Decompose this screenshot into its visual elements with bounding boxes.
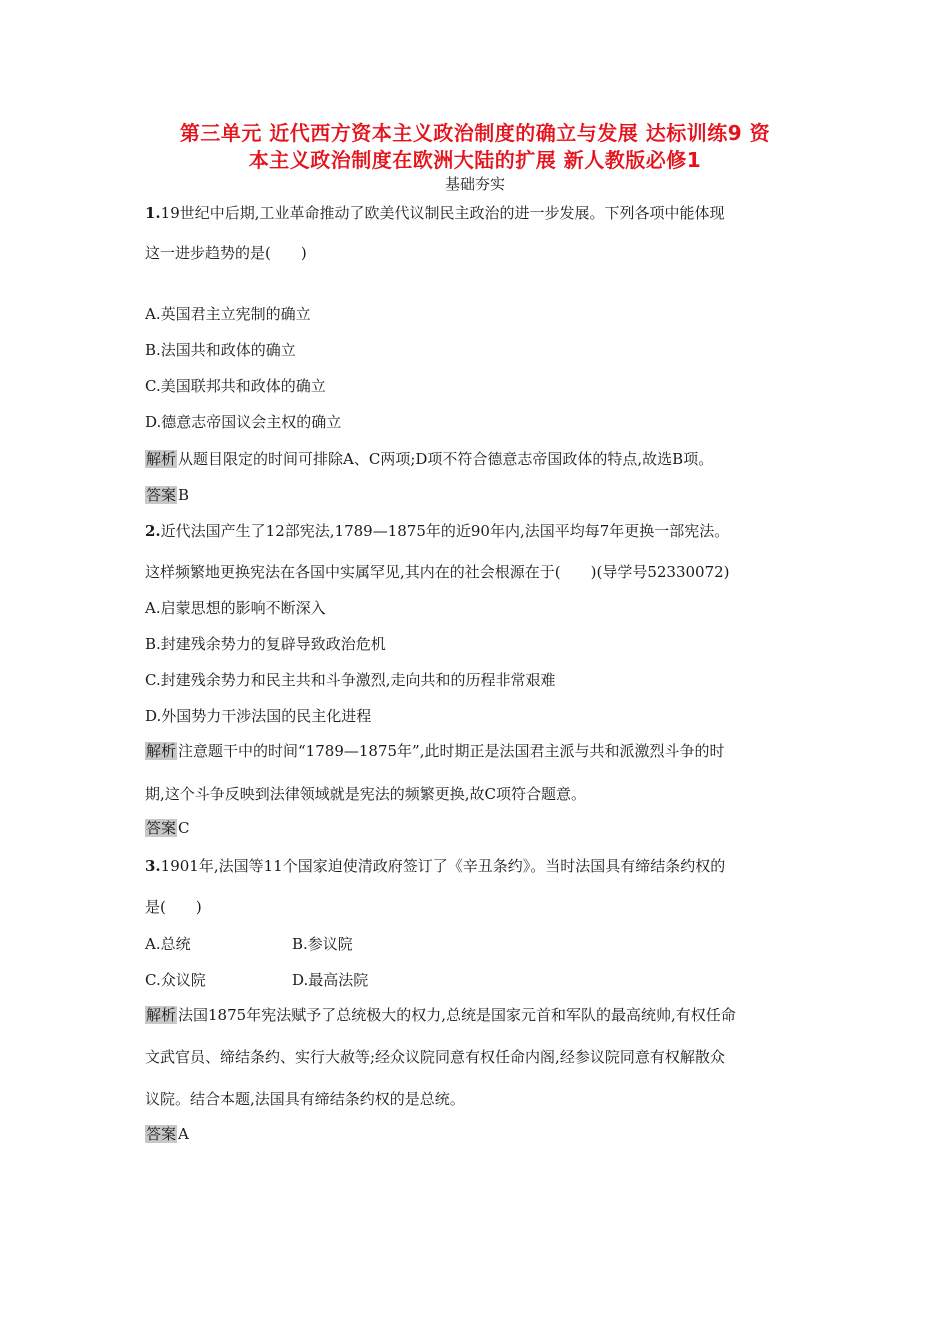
- title-line-1: 第三单元 近代西方资本主义政治制度的确立与发展 达标训练9 资: [179, 121, 771, 145]
- q1-option-c: C.美国联邦共和政体的确立: [145, 377, 326, 395]
- q3-analysis-text-1: 法国1875年宪法赋予了总统极大的权力,总统是国家元首和军队的最高统帅,有权任命: [178, 1006, 736, 1024]
- q3-stem-text-1: 1901年,法国等11个国家迫使清政府签订了《辛丑条约》。当时法国具有缔结条约权的: [160, 857, 726, 875]
- q3-answer-value: A: [178, 1125, 189, 1143]
- section-subtitle: 基础夯实: [444, 175, 505, 193]
- q2-answer-value: C: [178, 819, 190, 837]
- q1-stem-text-1: 19世纪中后期,工业革命推动了欧美代议制民主政治的进一步发展。下列各项中能体现: [160, 204, 725, 222]
- q2-stem-text-1: 近代法国产生了12部宪法,1789—1875年的近90年内,法国平均每7年更换一部宪法。: [160, 522, 730, 540]
- q3-option-b: B.参议院: [292, 935, 353, 953]
- q3-options-row-1: [145, 934, 545, 954]
- q3-analysis-line-3: 议院。结合本题,法国具有缔结条约权的是总统。: [145, 1090, 465, 1108]
- q1-option-d: D.德意志帝国议会主权的确立: [145, 413, 342, 431]
- q1-analysis: [145, 449, 713, 469]
- answer-tag: 答案: [146, 1125, 177, 1143]
- q3-number: 3.: [145, 857, 161, 875]
- analysis-tag: 解析: [146, 450, 177, 468]
- q3-option-d: D.最高法院: [292, 971, 369, 989]
- analysis-tag: 解析: [146, 1006, 177, 1024]
- q2-number: 2.: [145, 522, 161, 540]
- q3-option-c: C.众议院: [145, 971, 206, 989]
- q2-analysis-text-1: 注意题干中的时间“1789—1875年”,此时期正是法国君主派与共和派激烈斗争的时: [178, 742, 725, 760]
- q1-stem-line-1: [145, 203, 725, 223]
- q1-answer-value: B: [178, 486, 190, 504]
- q1-option-b: B.法国共和政体的确立: [145, 341, 296, 359]
- answer-tag: 答案: [146, 486, 177, 504]
- q2-analysis-line-2: 期,这个斗争反映到法律领域就是宪法的频繁更换,故C项符合题意。: [145, 785, 587, 803]
- q1-number: 1.: [145, 204, 161, 222]
- q2-stem-line-2: 这样频繁地更换宪法在各国中实属罕见,其内在的社会根源在于( )(导学号52330072): [145, 563, 730, 581]
- q1-analysis-text: 从题目限定的时间可排除A、C两项;D项不符合德意志帝国政体的特点,故选B项。: [178, 450, 714, 468]
- q2-stem-line-1: [145, 521, 729, 541]
- q2-analysis-line-1: [145, 741, 724, 761]
- q3-stem-line-1: [145, 856, 725, 876]
- q1-option-a: A.英国君主立宪制的确立: [145, 305, 311, 323]
- q1-answer: [145, 485, 189, 505]
- q2-option-a: A.启蒙思想的影响不断深入: [145, 599, 326, 617]
- answer-tag: 答案: [146, 819, 177, 837]
- q2-option-d: D.外国势力干涉法国的民主化进程: [145, 707, 372, 725]
- analysis-tag: 解析: [146, 742, 177, 760]
- q3-options-row-2: [145, 970, 545, 990]
- q2-answer: [145, 818, 190, 838]
- q1-stem-line-2: 这一进步趋势的是( ): [145, 244, 307, 262]
- q2-option-c: C.封建残余势力和民主共和斗争激烈,走向共和的历程非常艰难: [145, 671, 556, 689]
- q3-stem-line-2: 是( ): [145, 898, 202, 916]
- q3-answer: [145, 1124, 189, 1144]
- q2-option-b: B.封建残余势力的复辟导致政治危机: [145, 635, 386, 653]
- document-title: [120, 120, 830, 174]
- q3-option-a: A.总统: [145, 935, 191, 953]
- title-line-2: 本主义政治制度在欧洲大陆的扩展 新人教版必修1: [248, 148, 702, 172]
- q3-analysis-line-2: 文武官员、缔结条约、实行大赦等;经众议院同意有权任命内阁,经参议院同意有权解散众: [145, 1048, 725, 1066]
- q3-analysis-line-1: [145, 1005, 736, 1025]
